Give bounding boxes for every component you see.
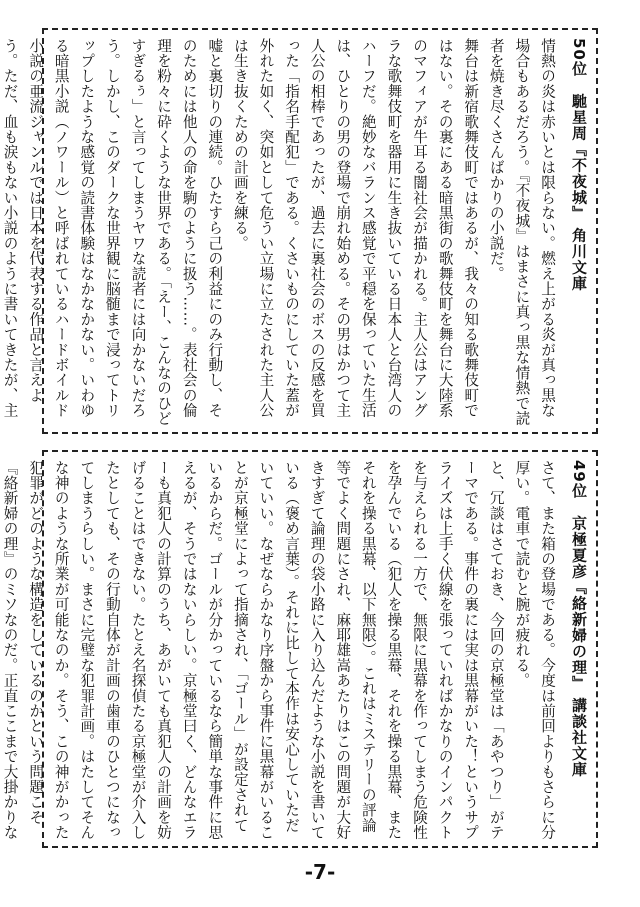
book-title: 『不夜城』 (570, 141, 588, 222)
publisher-name: 講談社文庫 (570, 697, 588, 778)
review-paragraph: 嘘と裏切りの連続。ひたすら己の利益にのみ行動し、そのためには他人の命を駒のように扱う……。表社会の倫理を粉々に砕くような世界である。「えー、こんなのひどすぎるぅ」と言ってしまうヤワな読者には向かないだろう。しかし、このダークな世界観に脳髄まで浸ってトリップしたような感覚の読書体験はなかなかない。いわゆる暗黒小説（ノワール）と呼ばれているハードボイルド小説の亜流ジャンルでは日本を代表する作品と言えよう。ただ、血も涙もない小説のように書いてきたが、主 (1, 38, 224, 426)
review-heading (564, 30, 590, 432)
author-name: 馳星周 (570, 93, 588, 142)
review-paragraph: さて、また箱の登場である。今度は前回よりもさらに分厚い。電車で読むと腕が疲れる。 (513, 460, 556, 840)
rank-label: 49位 (570, 460, 588, 499)
author-name: 京極夏彦 (570, 515, 588, 580)
review-body (1, 452, 560, 846)
rank-label: 50位 (570, 38, 588, 77)
review-box-50 (1, 28, 598, 434)
review-heading (564, 452, 590, 846)
review-box-49 (1, 450, 598, 848)
review-body (1, 30, 560, 432)
review-paragraph: 舞台は新宿歌舞伎町ではあるが、我々の知る歌舞伎町ではない。その裏にある暗黒街の歌舞伎町を舞台に大陸系のマフィアが牛耳る闇社会が描かれる。主人公はアングラな歌舞伎町を器用に生き抜いている日本人と台湾人のハーフだ。絶妙なバランス感覚で平穏を保っていた生活は、ひとりの男の登場で崩れ始める。その男はかつて主人公の相棒であったが、過去に裏社会のボスの反感を買った「指名手配犯」である。くさいものにしていた蓋が外れた如く、突如として危うい立場に立たされた主人公は生き抜くための計画を練る。 (231, 38, 480, 418)
page-number: -7- (304, 860, 336, 884)
publisher-name: 角川文庫 (570, 227, 588, 292)
review-paragraph: 情熱の炎は赤いとは限らない。燃え上がる炎が真っ黒な場合もあるだろう。『不夜城』はまさに真っ黒な情熱で読者を焼き尽くさんばかりの小説だ。 (487, 38, 556, 426)
review-paragraph: と、冗談はさておき、今回の京極堂は「あやつり」がテーマである。事件の裏には実は黒幕がいた！というサプライズは上手く伏線を張っていればかなりのインパクトを与えられる一方で、無限に黒幕を作ってしまう危険性を孕んでいる（犯人を操る黒幕、それを操る黒幕、またそれを操る黒幕、以下無限）。これはミステリーの評論等でよく問題にされ、麻耶雄嵩あたりはこの問題が大好きすぎて論理の袋小路に入り込んだような小説を書いている（褒め言葉）。それに比して本作は安心していただいていい。なぜならかなり序盤から事件に黒幕がいることが京極堂によって指摘され、「ゴール」が設定されているからだ。ゴールが分かっているなら簡単な事件に思えるが、そうではないらしい。京極堂曰く、どんなエラーも真犯人の計算のうち、あがいても真犯人の計画を妨げることはできない。たとえ名探偵たる京極堂が介入したとしても、その行動自体が計画の歯車のひとつになってしまうらしい。まさに完璧な犯罪計画。はたしてそんな神のような所業が可能なのか。そう、この神がかった犯罪がどのような構造をしているのかという問題こそ『絡新婦の理』のミソなのだ。正直ここまで大掛かりな (1, 460, 505, 840)
book-title: 『絡新婦の理』 (570, 579, 588, 692)
